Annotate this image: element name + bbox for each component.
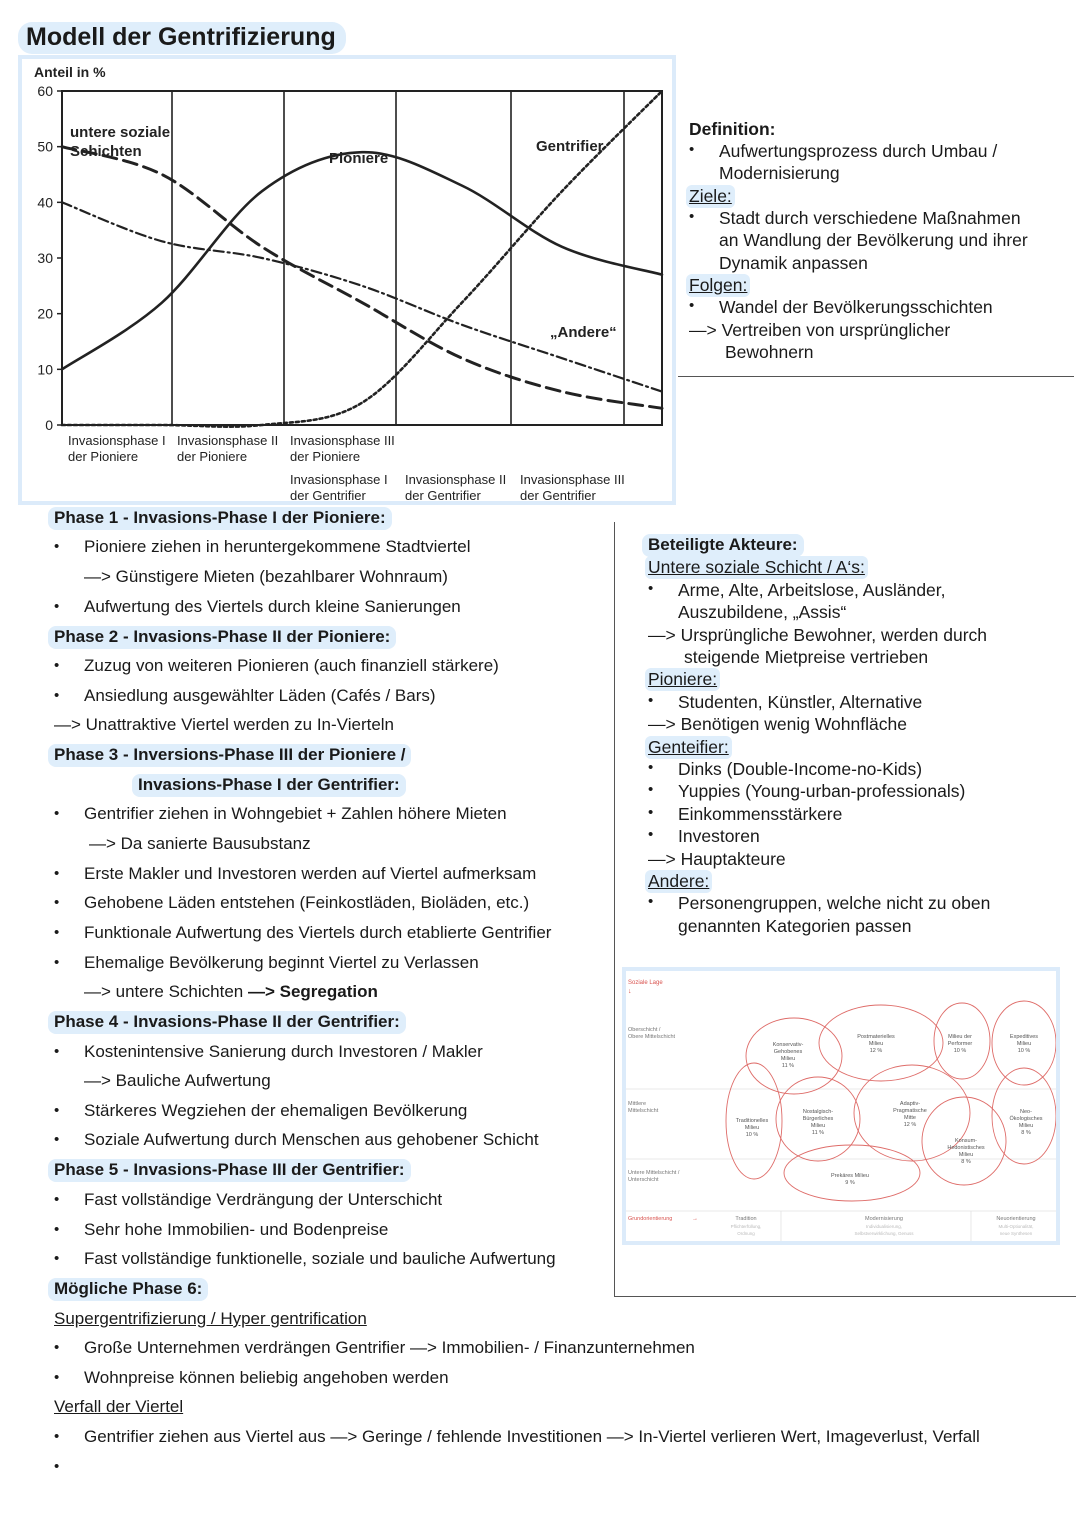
milieu-pct: 11 % [781, 1063, 795, 1069]
series-label: Gentrifier [536, 138, 604, 155]
bullet: • [689, 297, 695, 314]
phase4-title: Phase 4 - Invasions-Phase II der Gentrifier: [48, 1011, 406, 1034]
series-label: untere soziale [70, 124, 171, 141]
arrow-right-icon: → [692, 1216, 698, 1222]
milieu-label: Hedonistisches [947, 1145, 985, 1151]
actor-item: steigende Mietpreise vertrieben [684, 647, 929, 667]
phase-item: —> untere Schichten —> Segregation [84, 982, 378, 1001]
goals-heading: Ziele: [686, 185, 735, 208]
milieu-label: Milieu [810, 1123, 826, 1129]
bullet: • [54, 894, 60, 911]
phase-item: —> Unattraktive Viertel werden zu In-Vierteln [54, 715, 395, 734]
milieu-label: Pragmatische [893, 1108, 927, 1114]
phase-item: Große Unternehmen verdrängen Gentrifier —> Immobilien- / Finanzunternehmen [84, 1338, 695, 1357]
phase1-title: Phase 1 - Invasions-Phase I der Pioniere: [48, 507, 392, 530]
sinus-grid [626, 1089, 1056, 1241]
series-label: Pioniere [329, 150, 389, 167]
phase-label: Invasionsphase II [177, 433, 279, 448]
bullet: • [648, 692, 654, 709]
milieu-pct: 11 % [811, 1130, 825, 1136]
milieu-label: Milieu der [948, 1034, 972, 1040]
milieu-pct: 10 % [745, 1132, 759, 1138]
actor-item: Dinks (Double-Income-no-Kids) [678, 759, 923, 779]
actor-item: Personengruppen, welche nicht zu oben [678, 893, 991, 913]
milieu-label: Milieu [1016, 1041, 1032, 1047]
bullet: • [54, 1221, 60, 1238]
milieu-label: Neo- [1020, 1109, 1032, 1115]
milieu-pct: 8 % [1021, 1130, 1031, 1136]
sinus-axis-label: Soziale Lage [628, 980, 663, 986]
bullet: • [54, 805, 60, 822]
actor-item: Yuppies (Young-urban-professionals) [678, 781, 966, 801]
phase-item: Gentrifier ziehen in Wohngebiet + Zahlen höhere Mieten [84, 804, 507, 823]
milieu-label: Prekäres Milieu [831, 1173, 869, 1179]
y-tick-label: 20 [37, 305, 53, 322]
sinus-col-sub: Selbstverwirklichung, Genuss [854, 1231, 914, 1236]
milieu-label: Postmaterielles [857, 1034, 895, 1040]
sinus-row-label: Mittlere [628, 1101, 647, 1107]
actor-item: Auszubildene, „Assis“ [678, 602, 847, 622]
actor-item: Einkommensstärkere [678, 804, 843, 824]
sinus-col-sub: Pflichterfüllung, [730, 1224, 762, 1229]
page-title: Modell der Gentrifizierung [18, 22, 346, 54]
phase-label: der Pioniere [290, 449, 361, 464]
bullet: • [689, 141, 695, 158]
phase-item: Gentrifier ziehen aus Viertel aus —> Geringe / fehlende Investitionen —> In-Viertel verlieren Wert, Imageverlust, Verfall [84, 1427, 980, 1446]
definition-line: Modernisierung [719, 163, 840, 183]
milieu-label: Milieu [744, 1125, 760, 1131]
milieu-label: Ökologisches [1009, 1116, 1043, 1122]
bullet: • [54, 1339, 60, 1356]
milieu-label: Expeditives [1009, 1034, 1039, 1040]
phase-item: Ansiedlung ausgewählter Läden (Cafés / Bars) [84, 686, 436, 705]
y-tick-label: 10 [37, 361, 53, 378]
actor-item: —> Ursprüngliche Bewohner, werden durch [648, 625, 988, 645]
phase-item: —> Da sanierte Bausubstanz [89, 834, 311, 853]
phase-item: Fast vollständige funktionelle, soziale und bauliche Aufwertung [84, 1249, 556, 1268]
bullet: • [54, 1369, 60, 1386]
phase-item: Pioniere ziehen in heruntergekommene Stadtviertel [84, 537, 471, 556]
sinus-row-label: Unterschicht [628, 1177, 659, 1183]
bullet: • [54, 954, 60, 971]
phase6-subheading: Supergentrifizierung / Hyper gentrification [54, 1309, 367, 1328]
milieu-label: Konsum- [954, 1138, 978, 1144]
actor-item: —> Benötigen wenig Wohnfläche [648, 714, 907, 734]
milieu-label: Bürgerliches [802, 1116, 834, 1122]
series-label: „Andere“ [550, 324, 617, 341]
phase-label: Invasionsphase II [405, 472, 507, 487]
sinus-col-sub: neue Synthesen [999, 1231, 1033, 1236]
divider [614, 1296, 1076, 1297]
bullet: • [54, 1458, 60, 1475]
phase2-title: Phase 2 - Invasions-Phase II der Pioniere: [48, 626, 396, 649]
milieu-label: Milieu [958, 1152, 974, 1158]
milieu-label: Nostalgisch- [802, 1109, 834, 1115]
milieu-label: Mitte [904, 1115, 916, 1121]
bullet: • [648, 893, 654, 910]
phase-item: —> Günstigere Mieten (bezahlbarer Wohnraum) [84, 567, 448, 586]
chart-svg [22, 59, 672, 501]
phase-item: Sehr hohe Immobilien- und Bodenpreise [84, 1220, 389, 1239]
phase-item: Zuzug von weiteren Pionieren (auch finanziell stärkere) [84, 656, 499, 675]
bullet: • [54, 1191, 60, 1208]
milieu-pct: 12 % [903, 1122, 917, 1128]
phase-label: der Gentrifier [290, 488, 366, 501]
y-tick-label: 30 [37, 250, 53, 266]
phase-item: Erste Makler und Investoren werden auf Viertel aufmerksam [84, 864, 537, 883]
phase-label: der Pioniere [68, 449, 139, 464]
bullet: • [54, 1102, 60, 1119]
phase6-title: Mögliche Phase 6: [48, 1278, 208, 1301]
definition-heading: Definition: [689, 119, 776, 139]
sinus-row-label: Obere Mittelschicht [628, 1034, 676, 1040]
phase-item: Soziale Aufwertung durch Menschen aus gehobener Schicht [84, 1130, 539, 1149]
sinus-col-label: Tradition [735, 1216, 757, 1222]
phase-item: Kostenintensive Sanierung durch Investoren / Makler [84, 1042, 483, 1061]
actor-item: Studenten, Künstler, Alternative [678, 692, 923, 712]
y-tick-label: 40 [37, 194, 53, 211]
phase-item: Wohnpreise können beliebig angehoben werden [84, 1368, 449, 1387]
bullet: • [54, 1043, 60, 1060]
phase-label: Invasionsphase I [290, 472, 388, 487]
phase-item: Funktionale Aufwertung des Viertels durch etablierte Gentrifier [84, 923, 552, 942]
phase-label: der Gentrifier [405, 488, 481, 501]
milieu-label: Milieu [780, 1056, 796, 1062]
y-tick-label: 50 [37, 138, 53, 155]
milieu-pct: 8 % [961, 1159, 971, 1165]
sinus-col-sub: Individualisierung, [865, 1224, 903, 1229]
sinus-col-sub: Ordnung [737, 1231, 755, 1236]
phase-item: —> Bauliche Aufwertung [84, 1071, 271, 1090]
pioneers-heading: Pioniere: [645, 668, 720, 691]
others-heading: Andere: [645, 870, 712, 893]
actor-item: genannten Kategorien passen [678, 916, 912, 936]
bullet: • [54, 538, 60, 555]
milieu-label: Adaptiv- [899, 1101, 921, 1107]
phase3-title-2: Invasions-Phase I der Gentrifier: [132, 774, 406, 797]
phase3-title: Phase 3 - Inversions-Phase III der Pioniere / [48, 744, 411, 767]
bullet: • [54, 924, 60, 941]
phase5-title: Phase 5 - Invasions-Phase III der Gentrifier: [48, 1159, 411, 1182]
milieu-label: Gehobenes [773, 1049, 803, 1055]
y-tick-label: 60 [37, 83, 53, 99]
milieu-label: Milieu [868, 1041, 884, 1047]
series-line [62, 202, 662, 391]
lower-class-heading: Untere soziale Schicht / A‘s: [645, 556, 868, 579]
bullet: • [54, 657, 60, 674]
milieu-label: Performer [947, 1041, 973, 1047]
goals-line: Dynamik anpassen [719, 253, 868, 273]
consequences-line: —> Vertreiben von ursprünglicher [689, 320, 951, 340]
goals-line: an Wandlung der Bevölkerung und ihrer [719, 230, 1028, 250]
sinus-row-label: Mittelschicht [628, 1108, 659, 1114]
milieu-label: Milieu [1018, 1123, 1034, 1129]
phase-label: Invasionsphase III [290, 433, 395, 448]
series-line [62, 147, 662, 409]
sinus-col-label: Modernisierung [865, 1216, 903, 1222]
bullet: • [54, 598, 60, 615]
consequences-line: Wandel der Bevölkerungsschichten [719, 297, 993, 317]
bullet: • [54, 1250, 60, 1267]
definition-line: Aufwertungsprozess durch Umbau / [719, 141, 998, 161]
sinus-svg [626, 971, 1056, 1241]
sinus-row-label: Untere Mittelschicht / [628, 1170, 680, 1176]
divider [678, 376, 1074, 377]
phase-label: der Pioniere [177, 449, 248, 464]
sinus-milieu-shapes [726, 1001, 1056, 1201]
phase-item: Stärkeres Wegziehen der ehemaligen Bevölkerung [84, 1101, 468, 1120]
y-tick-label: 0 [45, 417, 53, 433]
gentrifier-heading: Genteifier: [645, 736, 732, 759]
bullet: • [54, 687, 60, 704]
phase6-subheading: Verfall der Viertel [54, 1397, 184, 1416]
sinus-col-sub: Multi-Optionalität, [998, 1224, 1034, 1229]
actor-item: Arme, Alte, Arbeitslose, Ausländer, [678, 580, 946, 600]
consequences-line: Bewohnern [725, 342, 814, 362]
bullet: • [648, 580, 654, 597]
phase-item: Aufwertung des Viertels durch kleine Sanierungen [84, 597, 461, 616]
actor-item: —> Hauptakteure [648, 849, 786, 869]
sinus-col-label: Neuorientierung [996, 1216, 1036, 1222]
series-label: Schichten [70, 143, 142, 160]
phase-item: Ehemalige Bevölkerung beginnt Viertel zu Verlassen [84, 953, 479, 972]
milieu-pct: 10 % [953, 1048, 967, 1054]
goals-line: Stadt durch verschiedene Maßnahmen [719, 208, 1021, 228]
bullet: • [648, 826, 654, 843]
actor-item: Investoren [678, 826, 760, 846]
y-axis-label: Anteil in % [34, 64, 106, 80]
gentrification-chart [18, 55, 676, 505]
milieu-pct: 10 % [1017, 1048, 1031, 1054]
phase-item: Fast vollständige Verdrängung der Unterschicht [84, 1190, 443, 1209]
arrow-down-icon: ↓ [628, 988, 632, 995]
phase-label: der Gentrifier [520, 488, 596, 501]
milieu-pct: 12 % [869, 1048, 883, 1054]
bullet: • [648, 781, 654, 798]
bullet: • [689, 208, 695, 225]
consequences-heading: Folgen: [686, 274, 750, 297]
bullet: • [648, 804, 654, 821]
phase-item: Gehobene Läden entstehen (Feinkostläden, Bioläden, etc.) [84, 893, 530, 912]
actors-heading: Beteiligte Akteure: [642, 534, 804, 557]
sinus-bottom-label: Grundorientierung [628, 1216, 673, 1222]
bullet: • [54, 865, 60, 882]
phase-label: Invasionsphase III [520, 472, 625, 487]
sinus-milieu-diagram [622, 967, 1060, 1245]
milieu-label: Traditionelles [735, 1118, 769, 1124]
phase-label: Invasionsphase I [68, 433, 166, 448]
sinus-row-label: Oberschicht / [628, 1027, 661, 1033]
bullet: • [54, 1131, 60, 1148]
milieu-label: Konservativ- [772, 1042, 804, 1048]
milieu-pct: 9 % [845, 1180, 855, 1186]
divider [614, 522, 615, 1297]
bullet: • [648, 759, 654, 776]
bullet: • [54, 1428, 60, 1445]
